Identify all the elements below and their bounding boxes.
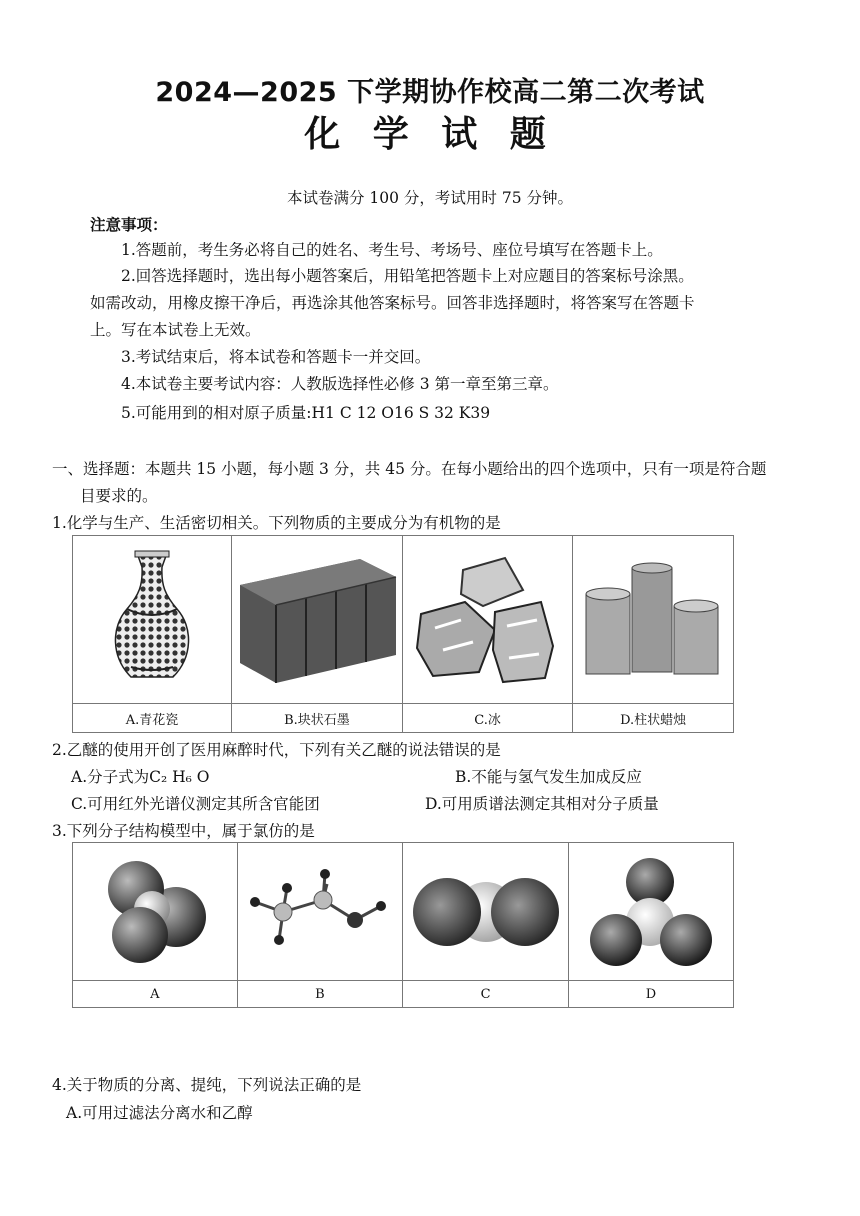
q3-options-table xyxy=(72,842,734,1008)
q2-option-b: B.不能与氢气发生加成反应 xyxy=(455,768,642,786)
ball-stick-model-icon xyxy=(245,862,395,962)
q1-image-c xyxy=(402,536,572,704)
q1-image-d xyxy=(573,536,734,704)
q1-option-c: C.冰 xyxy=(402,704,572,733)
q3-option-a: A xyxy=(73,981,238,1008)
q1-options-table xyxy=(72,535,734,733)
q1-option-d: D.柱状蜡烛 xyxy=(573,704,734,733)
exam-title: 2024—2025 下学期协作校高二第二次考试 xyxy=(155,77,705,108)
space-filling-model-icon xyxy=(100,857,210,967)
q3-model-b xyxy=(237,843,403,981)
q1-option-a: A.青花瓷 xyxy=(73,704,232,733)
q1-option-b: B.块状石墨 xyxy=(232,704,403,733)
q2-option-a: A.分子式为C₂ H₆ O xyxy=(71,768,210,786)
q3-model-c xyxy=(403,843,569,981)
q2-stem: 2.乙醚的使用开创了医用麻醉时代，下列有关乙醚的说法错误的是 xyxy=(52,741,501,759)
notice-item-5: 5.可能用到的相对原子质量:H1 C 12 O16 S 32 K39 xyxy=(121,404,491,422)
bent-model-icon xyxy=(586,852,716,972)
notice-item-1: 1.答题前，考生务必将自己的姓名、考生号、考场号、座位号填写在答题卡上。 xyxy=(121,241,663,259)
linear-model-icon xyxy=(411,862,561,962)
notice-item-4: 4.本试卷主要考试内容：人教版选择性必修 3 第一章至第三章。 xyxy=(121,375,559,393)
ice-cubes-icon xyxy=(413,550,563,690)
porcelain-vase-icon xyxy=(107,545,197,695)
candles-icon xyxy=(578,560,728,680)
q1-image-a xyxy=(73,536,232,704)
notice-item-2-end: 上。写在本试卷上无效。 xyxy=(90,321,261,339)
q3-stem: 3.下列分子结构模型中，属于氯仿的是 xyxy=(52,822,315,840)
q3-model-a xyxy=(73,843,238,981)
notice-item-2-cont: 如需改动，用橡皮擦干净后，再选涂其他答案标号。回答非选择题时，将答案写在答题卡 xyxy=(90,294,695,312)
notice-item-3: 3.考试结束后，将本试卷和答题卡一并交回。 xyxy=(121,348,431,366)
q1-image-b xyxy=(232,536,403,704)
notice-item-2: 2.回答选择题时，选出每小题答案后，用铅笔把答题卡上对应题目的答案标号涂黑。 xyxy=(121,267,694,285)
score-info: 本试卷满分 100 分，考试用时 75 分钟。 xyxy=(286,189,574,207)
q4-option-a: A.可用过滤法分离水和乙醇 xyxy=(66,1104,253,1122)
notice-heading: 注意事项： xyxy=(90,216,168,234)
subject-title: 化 学 试 题 xyxy=(304,114,556,155)
q3-option-d: D xyxy=(568,981,733,1008)
section-heading: 一、选择题：本题共 15 小题，每小题 3 分，共 45 分。在每小题给出的四个选项中，只有一项是符合题 xyxy=(52,460,767,478)
q4-stem: 4.关于物质的分离、提纯，下列说法正确的是 xyxy=(52,1076,362,1094)
q1-stem: 1.化学与生产、生活密切相关。下列物质的主要成分为有机物的是 xyxy=(52,514,501,532)
section-heading-cont: 目要求的。 xyxy=(80,487,158,505)
graphite-block-icon xyxy=(236,555,398,685)
q3-option-b: B xyxy=(237,981,403,1008)
q3-model-d xyxy=(568,843,733,981)
q2-option-d: D.可用质谱法测定其相对分子质量 xyxy=(425,795,659,813)
q3-option-c: C xyxy=(403,981,569,1008)
q2-option-c: C.可用红外光谱仪测定其所含官能团 xyxy=(71,795,320,813)
